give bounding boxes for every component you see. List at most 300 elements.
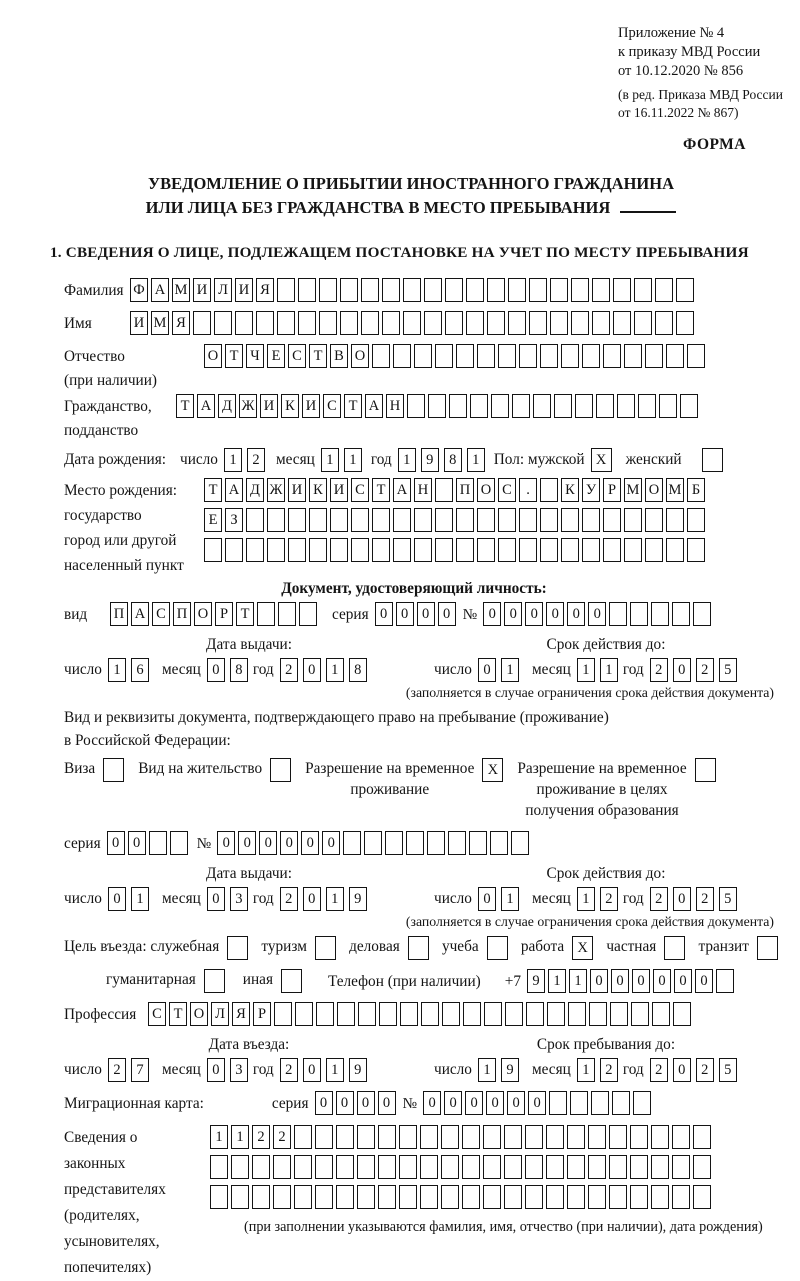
char-cell[interactable]: 0 — [478, 658, 496, 682]
char-cell[interactable] — [546, 1155, 564, 1179]
char-cell[interactable] — [491, 394, 509, 418]
char-cell[interactable]: 0 — [280, 831, 298, 855]
char-cell[interactable] — [609, 1125, 627, 1149]
char-cell[interactable]: 0 — [396, 602, 414, 626]
char-cell[interactable] — [693, 1125, 711, 1149]
char-cell[interactable] — [361, 278, 379, 302]
char-cell[interactable]: А — [225, 478, 243, 502]
char-cell[interactable] — [357, 1185, 375, 1209]
char-cell[interactable]: И — [130, 311, 148, 335]
char-cell[interactable] — [235, 311, 253, 335]
char-cell[interactable]: И — [288, 478, 306, 502]
char-cell[interactable] — [340, 278, 358, 302]
char-cell[interactable] — [504, 1155, 522, 1179]
char-cell[interactable]: Т — [372, 478, 390, 502]
char-cell[interactable]: 0 — [336, 1091, 354, 1115]
char-cell[interactable] — [571, 278, 589, 302]
char-cell[interactable] — [716, 969, 734, 993]
char-cell[interactable] — [330, 508, 348, 532]
char-cell[interactable]: 0 — [444, 1091, 462, 1115]
char-cell[interactable] — [609, 1155, 627, 1179]
char-cell[interactable]: 1 — [326, 658, 344, 682]
char-cell[interactable]: 1 — [600, 658, 618, 682]
char-cell[interactable]: 0 — [590, 969, 608, 993]
char-cell[interactable] — [511, 831, 529, 855]
char-cell[interactable] — [399, 1125, 417, 1149]
char-cell[interactable]: 0 — [207, 887, 225, 911]
char-cell[interactable] — [246, 508, 264, 532]
char-cell[interactable]: 1 — [577, 1058, 595, 1082]
char-cell[interactable] — [582, 538, 600, 562]
char-cell[interactable] — [456, 508, 474, 532]
char-cell[interactable]: 0 — [465, 1091, 483, 1115]
char-cell[interactable] — [484, 1002, 502, 1026]
char-cell[interactable]: И — [302, 394, 320, 418]
char-cell[interactable] — [267, 538, 285, 562]
char-cell[interactable]: Л — [214, 278, 232, 302]
char-cell[interactable] — [315, 1155, 333, 1179]
char-cell[interactable] — [645, 538, 663, 562]
sex-male-checkbox[interactable]: X — [591, 448, 612, 472]
char-cell[interactable]: 2 — [273, 1125, 291, 1149]
char-cell[interactable]: Р — [253, 1002, 271, 1026]
char-cell[interactable]: 0 — [528, 1091, 546, 1115]
char-cell[interactable]: 9 — [501, 1058, 519, 1082]
char-cell[interactable]: 0 — [303, 887, 321, 911]
char-cell[interactable]: 0 — [507, 1091, 525, 1115]
char-cell[interactable]: 0 — [695, 969, 713, 993]
char-cell[interactable] — [526, 1002, 544, 1026]
char-cell[interactable] — [231, 1155, 249, 1179]
char-cell[interactable] — [294, 1155, 312, 1179]
char-cell[interactable] — [421, 1002, 439, 1026]
char-cell[interactable] — [420, 1125, 438, 1149]
char-cell[interactable] — [575, 394, 593, 418]
char-cell[interactable] — [634, 278, 652, 302]
char-cell[interactable] — [549, 1091, 567, 1115]
char-cell[interactable]: 0 — [438, 602, 456, 626]
purpose-humanitarian-checkbox[interactable] — [204, 969, 225, 993]
char-cell[interactable] — [378, 1125, 396, 1149]
char-cell[interactable] — [445, 278, 463, 302]
char-cell[interactable] — [442, 1002, 460, 1026]
char-cell[interactable] — [570, 1091, 588, 1115]
char-cell[interactable]: 0 — [238, 831, 256, 855]
char-cell[interactable]: Е — [267, 344, 285, 368]
char-cell[interactable] — [508, 278, 526, 302]
char-cell[interactable]: И — [235, 278, 253, 302]
char-cell[interactable]: 2 — [280, 658, 298, 682]
temp-permit-edu-checkbox[interactable] — [695, 758, 716, 782]
char-cell[interactable] — [498, 538, 516, 562]
char-cell[interactable] — [357, 1125, 375, 1149]
char-cell[interactable]: 2 — [650, 887, 668, 911]
char-cell[interactable]: 1 — [231, 1125, 249, 1149]
char-cell[interactable] — [378, 1155, 396, 1179]
char-cell[interactable]: 1 — [326, 1058, 344, 1082]
char-cell[interactable]: М — [172, 278, 190, 302]
char-cell[interactable] — [687, 508, 705, 532]
char-cell[interactable]: Т — [309, 344, 327, 368]
char-cell[interactable] — [630, 1185, 648, 1209]
char-cell[interactable]: 0 — [259, 831, 277, 855]
char-cell[interactable] — [519, 344, 537, 368]
char-cell[interactable]: 0 — [673, 887, 691, 911]
char-cell[interactable] — [420, 1185, 438, 1209]
char-cell[interactable] — [358, 1002, 376, 1026]
char-cell[interactable] — [610, 1002, 628, 1026]
char-cell[interactable] — [309, 538, 327, 562]
char-cell[interactable]: 0 — [674, 969, 692, 993]
char-cell[interactable] — [631, 1002, 649, 1026]
char-cell[interactable]: 1 — [224, 448, 242, 472]
char-cell[interactable] — [462, 1125, 480, 1149]
char-cell[interactable]: 1 — [131, 887, 149, 911]
char-cell[interactable] — [435, 344, 453, 368]
char-cell[interactable] — [651, 1155, 669, 1179]
char-cell[interactable] — [294, 1125, 312, 1149]
char-cell[interactable] — [519, 538, 537, 562]
char-cell[interactable]: 9 — [349, 887, 367, 911]
char-cell[interactable]: А — [197, 394, 215, 418]
char-cell[interactable] — [498, 508, 516, 532]
char-cell[interactable] — [288, 508, 306, 532]
char-cell[interactable] — [170, 831, 188, 855]
char-cell[interactable]: 0 — [423, 1091, 441, 1115]
char-cell[interactable] — [361, 311, 379, 335]
char-cell[interactable]: Ж — [267, 478, 285, 502]
char-cell[interactable] — [274, 1002, 292, 1026]
char-cell[interactable] — [693, 1185, 711, 1209]
char-cell[interactable] — [634, 311, 652, 335]
char-cell[interactable]: 0 — [525, 602, 543, 626]
char-cell[interactable]: 2 — [108, 1058, 126, 1082]
char-cell[interactable] — [372, 508, 390, 532]
char-cell[interactable] — [561, 344, 579, 368]
char-cell[interactable] — [403, 278, 421, 302]
char-cell[interactable]: Я — [256, 278, 274, 302]
char-cell[interactable] — [591, 1091, 609, 1115]
char-cell[interactable]: 1 — [326, 887, 344, 911]
char-cell[interactable]: Б — [687, 478, 705, 502]
char-cell[interactable] — [462, 1185, 480, 1209]
char-cell[interactable]: Т — [169, 1002, 187, 1026]
char-cell[interactable] — [278, 602, 296, 626]
char-cell[interactable]: Ж — [239, 394, 257, 418]
char-cell[interactable] — [466, 278, 484, 302]
char-cell[interactable] — [448, 831, 466, 855]
char-cell[interactable]: М — [666, 478, 684, 502]
char-cell[interactable] — [617, 394, 635, 418]
char-cell[interactable] — [693, 602, 711, 626]
char-cell[interactable] — [603, 344, 621, 368]
char-cell[interactable]: 0 — [303, 1058, 321, 1082]
char-cell[interactable] — [204, 538, 222, 562]
char-cell[interactable] — [403, 311, 421, 335]
char-cell[interactable]: 3 — [230, 1058, 248, 1082]
char-cell[interactable]: . — [519, 478, 537, 502]
char-cell[interactable] — [672, 1125, 690, 1149]
char-cell[interactable]: Д — [246, 478, 264, 502]
char-cell[interactable]: 9 — [527, 969, 545, 993]
char-cell[interactable]: С — [148, 1002, 166, 1026]
char-cell[interactable] — [588, 1155, 606, 1179]
char-cell[interactable] — [273, 1155, 291, 1179]
char-cell[interactable] — [603, 508, 621, 532]
char-cell[interactable] — [456, 538, 474, 562]
sex-female-checkbox[interactable] — [702, 448, 723, 472]
char-cell[interactable]: 0 — [588, 602, 606, 626]
char-cell[interactable] — [687, 344, 705, 368]
char-cell[interactable] — [382, 311, 400, 335]
char-cell[interactable] — [319, 311, 337, 335]
char-cell[interactable] — [407, 394, 425, 418]
char-cell[interactable] — [399, 1185, 417, 1209]
char-cell[interactable] — [210, 1185, 228, 1209]
char-cell[interactable]: 9 — [349, 1058, 367, 1082]
char-cell[interactable] — [382, 278, 400, 302]
char-cell[interactable]: Т — [225, 344, 243, 368]
char-cell[interactable] — [651, 1185, 669, 1209]
purpose-tourism-checkbox[interactable] — [315, 936, 336, 960]
char-cell[interactable] — [149, 831, 167, 855]
char-cell[interactable] — [340, 311, 358, 335]
char-cell[interactable]: К — [561, 478, 579, 502]
char-cell[interactable] — [414, 538, 432, 562]
char-cell[interactable]: 1 — [108, 658, 126, 682]
char-cell[interactable]: Я — [232, 1002, 250, 1026]
char-cell[interactable] — [252, 1155, 270, 1179]
char-cell[interactable] — [357, 1155, 375, 1179]
char-cell[interactable] — [561, 508, 579, 532]
char-cell[interactable] — [672, 1155, 690, 1179]
char-cell[interactable]: А — [393, 478, 411, 502]
char-cell[interactable]: 2 — [280, 887, 298, 911]
char-cell[interactable] — [351, 538, 369, 562]
char-cell[interactable] — [267, 508, 285, 532]
char-cell[interactable] — [393, 508, 411, 532]
char-cell[interactable] — [343, 831, 361, 855]
char-cell[interactable] — [554, 394, 572, 418]
char-cell[interactable] — [400, 1002, 418, 1026]
char-cell[interactable]: Ч — [246, 344, 264, 368]
char-cell[interactable] — [424, 278, 442, 302]
char-cell[interactable] — [508, 311, 526, 335]
char-cell[interactable] — [672, 1185, 690, 1209]
residence-permit-checkbox[interactable] — [270, 758, 291, 782]
char-cell[interactable] — [424, 311, 442, 335]
char-cell[interactable] — [633, 1091, 651, 1115]
purpose-other-checkbox[interactable] — [281, 969, 302, 993]
char-cell[interactable]: 0 — [375, 602, 393, 626]
char-cell[interactable] — [603, 538, 621, 562]
char-cell[interactable] — [372, 538, 390, 562]
char-cell[interactable] — [582, 344, 600, 368]
char-cell[interactable]: М — [624, 478, 642, 502]
char-cell[interactable] — [309, 508, 327, 532]
purpose-study-checkbox[interactable] — [487, 936, 508, 960]
char-cell[interactable]: 5 — [719, 658, 737, 682]
char-cell[interactable]: К — [281, 394, 299, 418]
char-cell[interactable] — [445, 311, 463, 335]
char-cell[interactable]: 0 — [611, 969, 629, 993]
char-cell[interactable] — [406, 831, 424, 855]
char-cell[interactable] — [525, 1185, 543, 1209]
char-cell[interactable] — [592, 278, 610, 302]
char-cell[interactable] — [613, 278, 631, 302]
char-cell[interactable] — [533, 394, 551, 418]
char-cell[interactable] — [652, 1002, 670, 1026]
char-cell[interactable] — [596, 394, 614, 418]
char-cell[interactable] — [364, 831, 382, 855]
char-cell[interactable]: 8 — [230, 658, 248, 682]
char-cell[interactable] — [672, 602, 690, 626]
char-cell[interactable]: 2 — [696, 1058, 714, 1082]
char-cell[interactable] — [588, 1185, 606, 1209]
char-cell[interactable] — [435, 508, 453, 532]
char-cell[interactable]: 0 — [673, 1058, 691, 1082]
char-cell[interactable] — [624, 344, 642, 368]
char-cell[interactable]: 0 — [217, 831, 235, 855]
char-cell[interactable]: 2 — [252, 1125, 270, 1149]
char-cell[interactable]: О — [477, 478, 495, 502]
char-cell[interactable]: С — [351, 478, 369, 502]
char-cell[interactable] — [393, 538, 411, 562]
visa-checkbox[interactable] — [103, 758, 124, 782]
char-cell[interactable] — [414, 344, 432, 368]
char-cell[interactable]: Т — [236, 602, 254, 626]
char-cell[interactable]: Д — [218, 394, 236, 418]
char-cell[interactable]: 2 — [280, 1058, 298, 1082]
char-cell[interactable] — [655, 278, 673, 302]
char-cell[interactable]: Н — [386, 394, 404, 418]
char-cell[interactable] — [609, 1185, 627, 1209]
char-cell[interactable] — [441, 1155, 459, 1179]
char-cell[interactable] — [651, 1125, 669, 1149]
char-cell[interactable]: Р — [215, 602, 233, 626]
char-cell[interactable] — [592, 311, 610, 335]
char-cell[interactable] — [193, 311, 211, 335]
char-cell[interactable] — [666, 508, 684, 532]
char-cell[interactable] — [315, 1125, 333, 1149]
char-cell[interactable]: 0 — [483, 602, 501, 626]
char-cell[interactable]: И — [330, 478, 348, 502]
char-cell[interactable] — [624, 538, 642, 562]
char-cell[interactable]: О — [645, 478, 663, 502]
char-cell[interactable] — [231, 1185, 249, 1209]
char-cell[interactable] — [337, 1002, 355, 1026]
char-cell[interactable]: П — [456, 478, 474, 502]
char-cell[interactable] — [462, 1155, 480, 1179]
char-cell[interactable] — [630, 1125, 648, 1149]
char-cell[interactable] — [277, 278, 295, 302]
char-cell[interactable]: 1 — [321, 448, 339, 472]
char-cell[interactable] — [666, 538, 684, 562]
char-cell[interactable] — [638, 394, 656, 418]
char-cell[interactable]: 1 — [467, 448, 485, 472]
char-cell[interactable]: З — [225, 508, 243, 532]
char-cell[interactable] — [655, 311, 673, 335]
char-cell[interactable]: 0 — [673, 658, 691, 682]
char-cell[interactable] — [483, 1155, 501, 1179]
char-cell[interactable] — [477, 344, 495, 368]
char-cell[interactable]: 3 — [230, 887, 248, 911]
char-cell[interactable] — [529, 278, 547, 302]
char-cell[interactable] — [449, 394, 467, 418]
char-cell[interactable] — [246, 538, 264, 562]
char-cell[interactable] — [673, 1002, 691, 1026]
char-cell[interactable] — [687, 538, 705, 562]
char-cell[interactable] — [372, 344, 390, 368]
char-cell[interactable] — [385, 831, 403, 855]
purpose-business-checkbox[interactable] — [408, 936, 429, 960]
char-cell[interactable]: Т — [344, 394, 362, 418]
char-cell[interactable]: 0 — [567, 602, 585, 626]
char-cell[interactable]: 0 — [632, 969, 650, 993]
char-cell[interactable]: 1 — [548, 969, 566, 993]
char-cell[interactable] — [504, 1185, 522, 1209]
char-cell[interactable]: 2 — [696, 658, 714, 682]
char-cell[interactable]: Е — [204, 508, 222, 532]
char-cell[interactable]: 0 — [301, 831, 319, 855]
char-cell[interactable]: М — [151, 311, 169, 335]
char-cell[interactable]: 2 — [600, 887, 618, 911]
char-cell[interactable]: С — [288, 344, 306, 368]
char-cell[interactable] — [379, 1002, 397, 1026]
char-cell[interactable] — [295, 1002, 313, 1026]
char-cell[interactable] — [428, 394, 446, 418]
char-cell[interactable] — [336, 1185, 354, 1209]
char-cell[interactable]: 6 — [131, 658, 149, 682]
char-cell[interactable] — [420, 1155, 438, 1179]
purpose-work-checkbox[interactable]: X — [572, 936, 593, 960]
char-cell[interactable] — [299, 602, 317, 626]
char-cell[interactable] — [645, 344, 663, 368]
char-cell[interactable] — [477, 508, 495, 532]
char-cell[interactable] — [294, 1185, 312, 1209]
char-cell[interactable] — [540, 344, 558, 368]
char-cell[interactable]: 0 — [486, 1091, 504, 1115]
char-cell[interactable] — [546, 1185, 564, 1209]
char-cell[interactable]: 0 — [107, 831, 125, 855]
char-cell[interactable] — [288, 538, 306, 562]
char-cell[interactable] — [336, 1125, 354, 1149]
char-cell[interactable]: 0 — [378, 1091, 396, 1115]
char-cell[interactable]: 0 — [128, 831, 146, 855]
char-cell[interactable]: 0 — [207, 658, 225, 682]
char-cell[interactable] — [441, 1125, 459, 1149]
char-cell[interactable] — [257, 602, 275, 626]
char-cell[interactable] — [550, 311, 568, 335]
char-cell[interactable] — [483, 1185, 501, 1209]
char-cell[interactable] — [298, 311, 316, 335]
char-cell[interactable] — [477, 538, 495, 562]
char-cell[interactable] — [319, 278, 337, 302]
char-cell[interactable] — [547, 1002, 565, 1026]
char-cell[interactable] — [624, 508, 642, 532]
char-cell[interactable]: И — [260, 394, 278, 418]
char-cell[interactable]: О — [204, 344, 222, 368]
char-cell[interactable] — [676, 278, 694, 302]
char-cell[interactable] — [427, 831, 445, 855]
char-cell[interactable] — [399, 1155, 417, 1179]
purpose-private-checkbox[interactable] — [664, 936, 685, 960]
char-cell[interactable] — [214, 311, 232, 335]
char-cell[interactable]: О — [194, 602, 212, 626]
char-cell[interactable]: 0 — [417, 602, 435, 626]
char-cell[interactable] — [693, 1155, 711, 1179]
char-cell[interactable]: 2 — [600, 1058, 618, 1082]
